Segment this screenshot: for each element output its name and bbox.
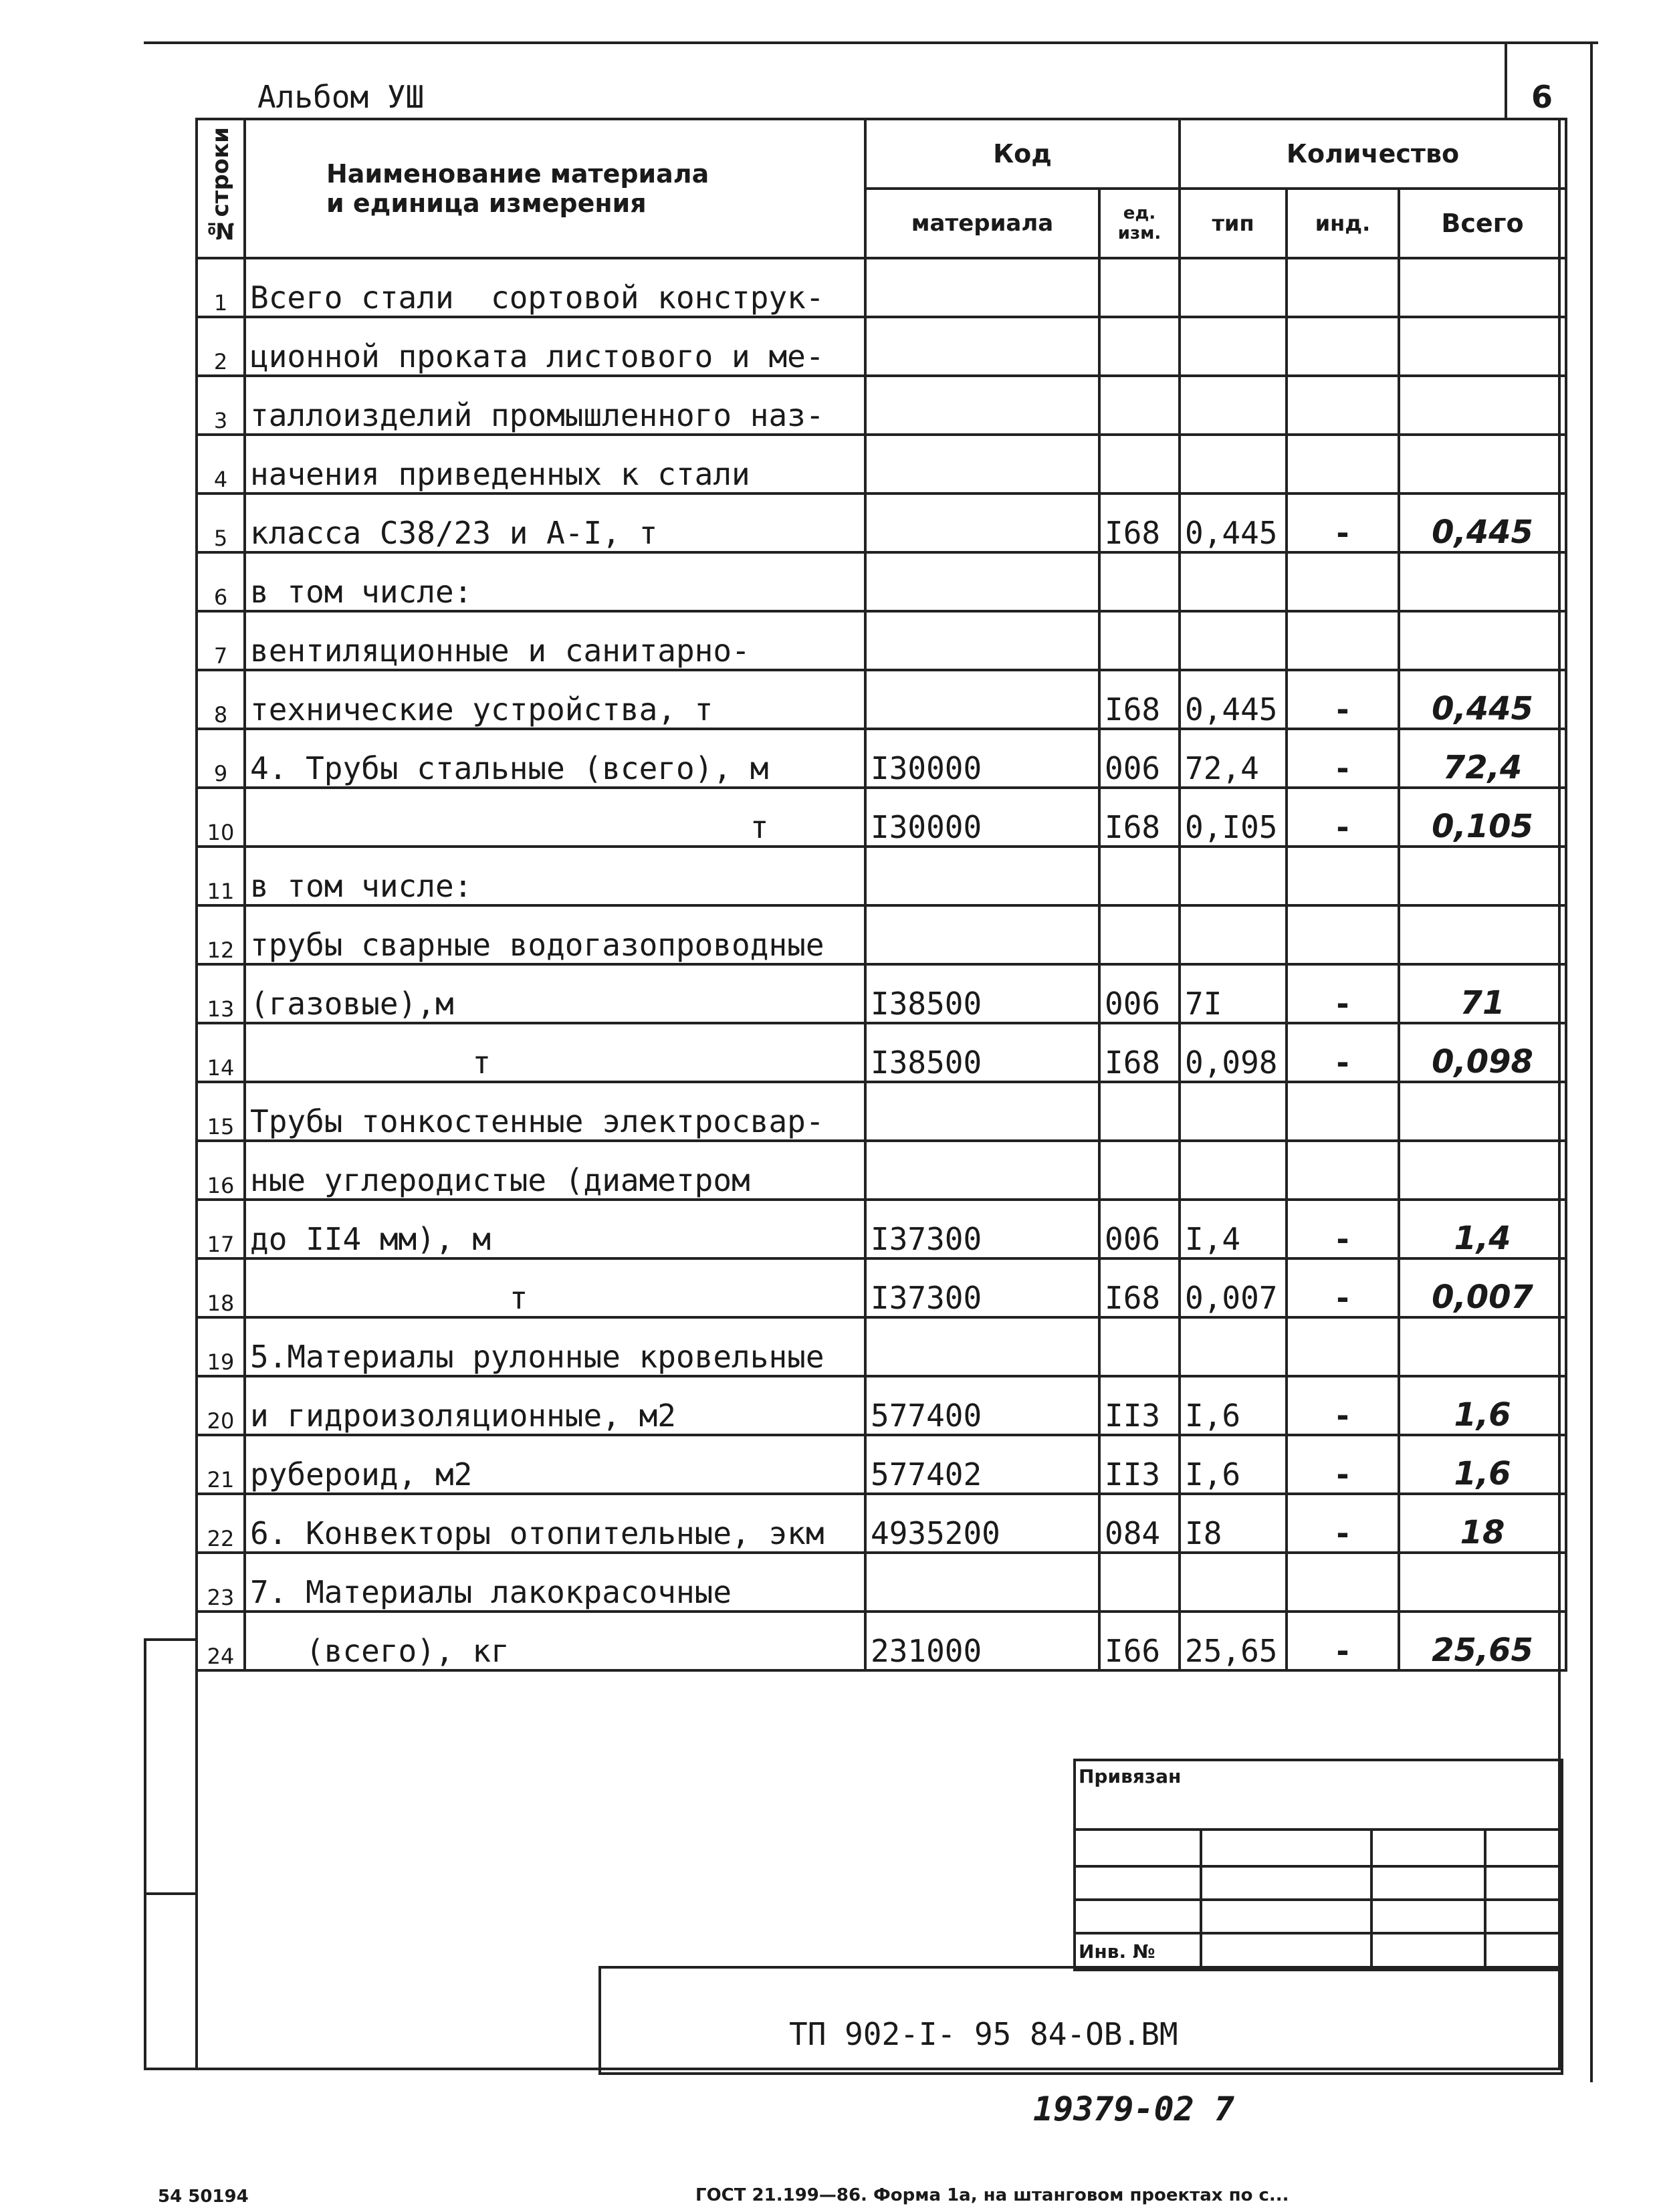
table-row [197, 552, 1566, 611]
row-code [865, 1141, 1099, 1200]
row-name: 4. Трубы стальные (всего), м [245, 729, 865, 788]
row-typ: 0,445 [1180, 493, 1287, 552]
code-material-header: материала [865, 189, 1099, 258]
table-row [197, 788, 1566, 847]
row-number: 21 [197, 1435, 245, 1494]
row-typ: I,4 [1180, 1200, 1287, 1258]
row-name: технические устройства, т [245, 670, 865, 729]
row-total [1399, 376, 1566, 435]
row-ind: - [1287, 964, 1399, 1023]
row-ind [1287, 1082, 1399, 1141]
row-name: Всего стали сортовой конструк- [245, 258, 865, 317]
row-number: 3 [197, 376, 245, 435]
row-code [865, 493, 1099, 552]
row-ind: - [1287, 493, 1399, 552]
row-total: 0,105 [1399, 788, 1566, 847]
qty-total-header: Всего [1399, 189, 1566, 258]
row-total: 25,65 [1399, 1612, 1566, 1670]
table-row [197, 258, 1566, 317]
row-typ [1180, 1317, 1287, 1376]
row-total [1399, 552, 1566, 611]
table-row [197, 611, 1566, 670]
row-ind: - [1287, 1023, 1399, 1082]
stamp-col-2 [1370, 1828, 1373, 1969]
row-ind [1287, 552, 1399, 611]
row-unit [1099, 611, 1180, 670]
table-row [197, 317, 1566, 376]
row-unit [1099, 905, 1180, 964]
row-total [1399, 317, 1566, 376]
row-name: (газовые),м [245, 964, 865, 1023]
footer-form-note: ГОСТ 21.199—86. Форма 1а, на штанговом проектах по с... [695, 2185, 1289, 2205]
row-typ [1180, 1141, 1287, 1200]
row-number: 2 [197, 317, 245, 376]
table-row [197, 435, 1566, 493]
row-unit: 084 [1099, 1494, 1180, 1553]
table-row [197, 1200, 1566, 1258]
row-total [1399, 258, 1566, 317]
row-ind: - [1287, 1200, 1399, 1258]
row-typ: 0,445 [1180, 670, 1287, 729]
row-unit [1099, 552, 1180, 611]
row-typ: 0,I05 [1180, 788, 1287, 847]
row-ind [1287, 847, 1399, 905]
row-name: в том числе: [245, 552, 865, 611]
row-ind [1287, 1553, 1399, 1612]
row-code [865, 317, 1099, 376]
row-name: вентиляционные и санитарно- [245, 611, 865, 670]
table-row [197, 1082, 1566, 1141]
row-code: 577400 [865, 1376, 1099, 1435]
row-name: в том числе: [245, 847, 865, 905]
stamp-inv-label: Инв. № [1079, 1941, 1155, 1963]
table-row [197, 1494, 1566, 1553]
row-unit: 006 [1099, 1200, 1180, 1258]
stamp-line-2 [1076, 1865, 1561, 1868]
row-total [1399, 611, 1566, 670]
row-code: 4935200 [865, 1494, 1099, 1553]
row-unit: I68 [1099, 670, 1180, 729]
table-row [197, 1258, 1566, 1317]
row-typ [1180, 847, 1287, 905]
row-code [865, 552, 1099, 611]
row-name: рубероид, м2 [245, 1435, 865, 1494]
frame-margin-tick-2 [144, 1892, 197, 1895]
row-total [1399, 1141, 1566, 1200]
row-code [865, 670, 1099, 729]
row-number: 12 [197, 905, 245, 964]
code-unit-header: ед. изм. [1099, 189, 1180, 258]
row-name: т [245, 788, 865, 847]
row-total [1399, 1082, 1566, 1141]
row-typ: 72,4 [1180, 729, 1287, 788]
row-code: 231000 [865, 1612, 1099, 1670]
row-number: 7 [197, 611, 245, 670]
row-typ [1180, 905, 1287, 964]
row-typ [1180, 552, 1287, 611]
row-code: I30000 [865, 788, 1099, 847]
row-ind: - [1287, 1435, 1399, 1494]
row-total: 0,445 [1399, 670, 1566, 729]
table-row [197, 905, 1566, 964]
row-total: 0,445 [1399, 493, 1566, 552]
row-code [865, 258, 1099, 317]
row-number: 17 [197, 1200, 245, 1258]
row-number-header: №строки [197, 119, 245, 258]
row-code: I37300 [865, 1200, 1099, 1258]
row-ind [1287, 258, 1399, 317]
row-total [1399, 847, 1566, 905]
row-total [1399, 435, 1566, 493]
row-unit: 006 [1099, 964, 1180, 1023]
row-typ [1180, 1082, 1287, 1141]
row-unit [1099, 1141, 1180, 1200]
row-number: 13 [197, 964, 245, 1023]
row-number: 22 [197, 1494, 245, 1553]
row-number: 8 [197, 670, 245, 729]
row-total: 1,6 [1399, 1376, 1566, 1435]
row-number: 5 [197, 493, 245, 552]
row-number: 20 [197, 1376, 245, 1435]
row-unit [1099, 435, 1180, 493]
row-ind: - [1287, 1376, 1399, 1435]
row-name: (всего), кг [245, 1612, 865, 1670]
stamp-col-3 [1484, 1828, 1486, 1969]
row-name: 5.Материалы рулонные кровельные [245, 1317, 865, 1376]
row-typ: 0,007 [1180, 1258, 1287, 1317]
album-label: Альбом УШ [257, 79, 425, 115]
row-typ: 0,098 [1180, 1023, 1287, 1082]
row-number: 24 [197, 1612, 245, 1670]
row-total [1399, 1317, 1566, 1376]
table-row [197, 376, 1566, 435]
row-unit [1099, 1553, 1180, 1612]
row-typ: I,6 [1180, 1435, 1287, 1494]
row-ind [1287, 1141, 1399, 1200]
table-row [197, 1317, 1566, 1376]
row-name: трубы сварные водогазопроводные [245, 905, 865, 964]
table-row [197, 1435, 1566, 1494]
row-ind [1287, 611, 1399, 670]
frame-top [144, 41, 1598, 44]
row-total: 0,007 [1399, 1258, 1566, 1317]
row-number: 15 [197, 1082, 245, 1141]
row-unit [1099, 1317, 1180, 1376]
row-unit: I68 [1099, 493, 1180, 552]
row-number: 6 [197, 552, 245, 611]
row-name: ционной проката листового и ме- [245, 317, 865, 376]
row-ind [1287, 1317, 1399, 1376]
row-name: 7. Материалы лакокрасочные [245, 1553, 865, 1612]
table-row [197, 1612, 1566, 1670]
row-code: I37300 [865, 1258, 1099, 1317]
row-unit: 006 [1099, 729, 1180, 788]
stamp-block [1073, 1759, 1563, 1971]
row-number: 9 [197, 729, 245, 788]
row-code: I30000 [865, 729, 1099, 788]
row-ind [1287, 317, 1399, 376]
row-unit: I68 [1099, 1023, 1180, 1082]
row-typ: 7I [1180, 964, 1287, 1023]
row-number: 14 [197, 1023, 245, 1082]
row-typ [1180, 317, 1287, 376]
row-typ: 25,65 [1180, 1612, 1287, 1670]
row-unit: I66 [1099, 1612, 1180, 1670]
row-total: 18 [1399, 1494, 1566, 1553]
row-unit: II3 [1099, 1376, 1180, 1435]
row-unit [1099, 847, 1180, 905]
row-ind: - [1287, 670, 1399, 729]
row-name: т [245, 1023, 865, 1082]
row-typ [1180, 435, 1287, 493]
row-number: 16 [197, 1141, 245, 1200]
row-typ [1180, 376, 1287, 435]
row-name: ные углеродистые (диаметром [245, 1141, 865, 1200]
row-name: и гидроизоляционные, м2 [245, 1376, 865, 1435]
table-row [197, 1141, 1566, 1200]
table-row [197, 847, 1566, 905]
row-code: I38500 [865, 964, 1099, 1023]
row-code [865, 905, 1099, 964]
row-ind: - [1287, 788, 1399, 847]
stamp-line-4 [1076, 1932, 1561, 1934]
row-unit: II3 [1099, 1435, 1180, 1494]
row-typ: I,6 [1180, 1376, 1287, 1435]
row-ind: - [1287, 1612, 1399, 1670]
code-header: Код [865, 119, 1180, 189]
row-number: 1 [197, 258, 245, 317]
row-total: 72,4 [1399, 729, 1566, 788]
stamp-attached-label: Привязан [1079, 1765, 1182, 1787]
footer-left-code: 54 50194 [158, 2187, 249, 2207]
row-code: 577402 [865, 1435, 1099, 1494]
row-unit: I68 [1099, 1258, 1180, 1317]
row-code [865, 376, 1099, 435]
row-name: Трубы тонкостенные электросвар- [245, 1082, 865, 1141]
frame-pageno-divider [1505, 41, 1507, 120]
row-typ [1180, 1553, 1287, 1612]
row-code: I38500 [865, 1023, 1099, 1082]
row-name: 6. Конвекторы отопительные, экм [245, 1494, 865, 1553]
row-ind [1287, 376, 1399, 435]
row-ind: - [1287, 729, 1399, 788]
frame-margin-tick-1 [144, 1638, 197, 1641]
row-total [1399, 1553, 1566, 1612]
table-row [197, 729, 1566, 788]
row-ind: - [1287, 1258, 1399, 1317]
frame-right-outer [1590, 41, 1593, 2082]
qty-ind-header: инд. [1287, 189, 1399, 258]
table-row [197, 964, 1566, 1023]
row-name: начения приведенных к стали [245, 435, 865, 493]
row-code [865, 611, 1099, 670]
document-designation: ТП 902-I- 95 84-ОВ.ВМ [789, 2016, 1178, 2052]
name-header: Наименование материала и единица измерения [245, 119, 865, 258]
stamp-line-3 [1076, 1898, 1561, 1901]
row-number: 10 [197, 788, 245, 847]
row-unit: I68 [1099, 788, 1180, 847]
row-unit [1099, 258, 1180, 317]
page-number: 6 [1531, 79, 1553, 115]
row-code [865, 1082, 1099, 1141]
row-name: таллоизделий промышленного наз- [245, 376, 865, 435]
table-row [197, 1376, 1566, 1435]
table-row [197, 1553, 1566, 1612]
quantity-header: Количество [1180, 119, 1566, 189]
row-total: 71 [1399, 964, 1566, 1023]
row-name: класса С38/23 и А-I, т [245, 493, 865, 552]
row-ind: - [1287, 1494, 1399, 1553]
row-ind [1287, 905, 1399, 964]
table-row [197, 1023, 1566, 1082]
row-total: 0,098 [1399, 1023, 1566, 1082]
stamp-col-1 [1200, 1828, 1202, 1969]
row-total: 1,6 [1399, 1435, 1566, 1494]
row-number: 18 [197, 1258, 245, 1317]
row-number: 11 [197, 847, 245, 905]
row-name: до II4 мм), м [245, 1200, 865, 1258]
row-total: 1,4 [1399, 1200, 1566, 1258]
frame-left-margin-strip [144, 1638, 146, 2070]
row-number: 23 [197, 1553, 245, 1612]
row-code [865, 847, 1099, 905]
row-name: т [245, 1258, 865, 1317]
qty-typ-header: тип [1180, 189, 1287, 258]
table-row [197, 493, 1566, 552]
row-total [1399, 905, 1566, 964]
registration-number: 19379-02 7 [1033, 2090, 1235, 2128]
row-unit [1099, 376, 1180, 435]
row-typ [1180, 258, 1287, 317]
row-code [865, 1553, 1099, 1612]
table-row [197, 670, 1566, 729]
row-unit [1099, 1082, 1180, 1141]
stamp-line-1 [1076, 1828, 1561, 1831]
row-unit [1099, 317, 1180, 376]
row-code [865, 435, 1099, 493]
row-number: 19 [197, 1317, 245, 1376]
row-typ: I8 [1180, 1494, 1287, 1553]
row-number: 4 [197, 435, 245, 493]
row-code [865, 1317, 1099, 1376]
materials-table [195, 118, 1567, 1672]
row-ind [1287, 435, 1399, 493]
row-typ [1180, 611, 1287, 670]
